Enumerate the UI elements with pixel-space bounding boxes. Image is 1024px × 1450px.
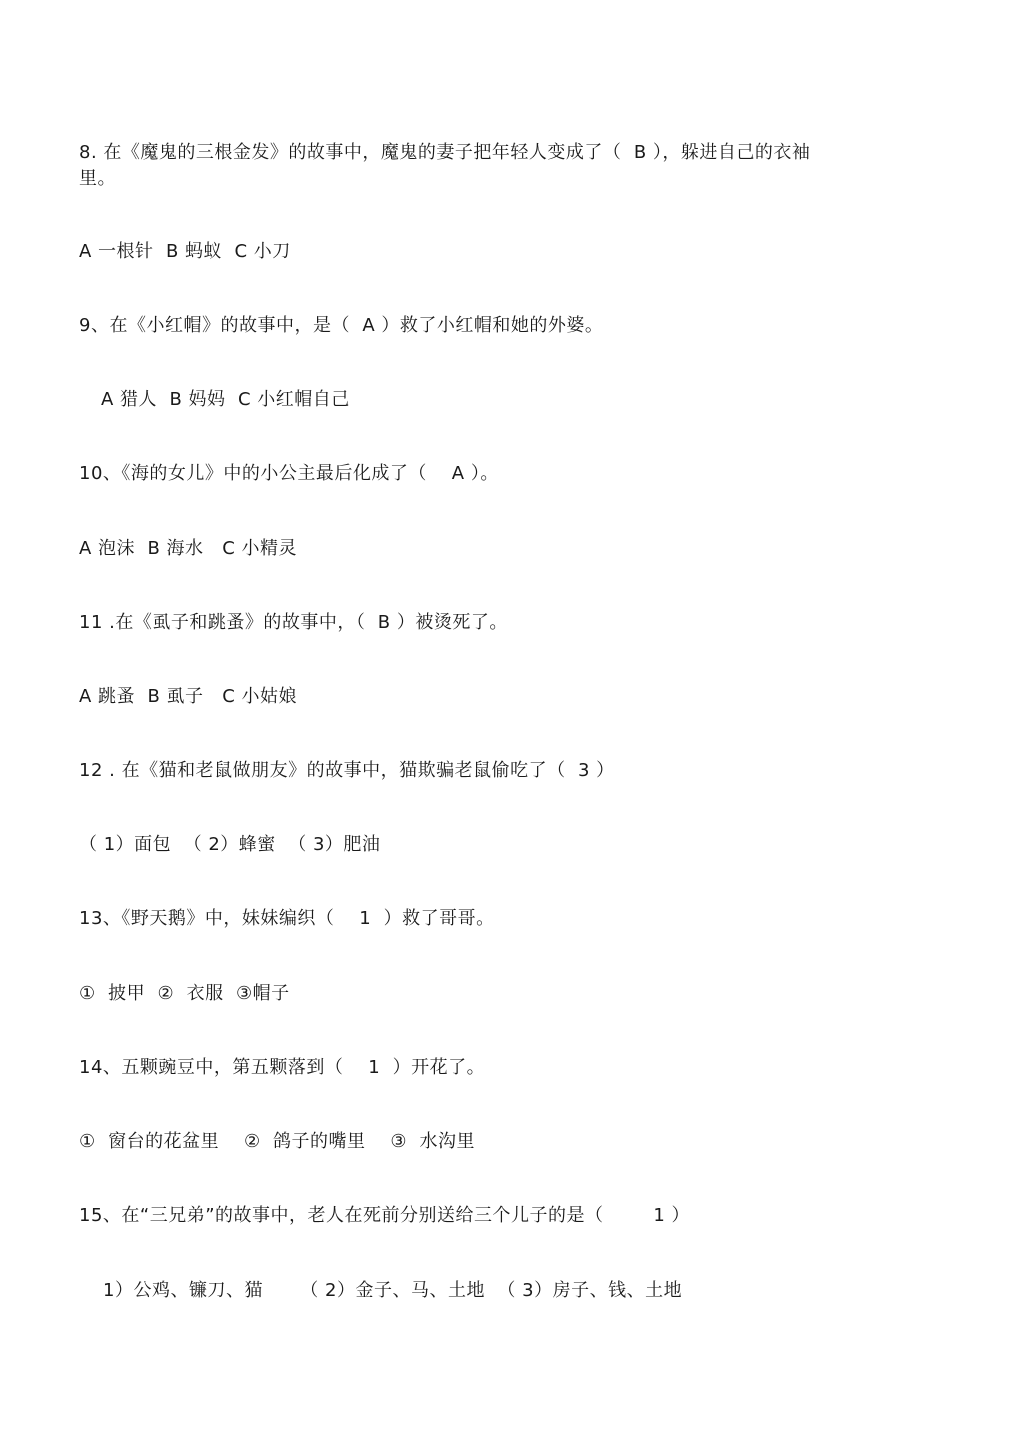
- question-8-line2: 里。: [79, 168, 116, 189]
- question-13: 13、《野天鹅》中，妹妹编织（ 1 ）救了哥哥。: [79, 908, 495, 929]
- question-14-options: ① 窗台的花盆里 ② 鸽子的嘴里 ③ 水沟里: [79, 1131, 476, 1152]
- question-12-options: （ 1）面包 （ 2）蜂蜜 （ 3）肥油: [79, 834, 381, 855]
- question-8-options: A 一根针 B 蚂蚁 C 小刀: [79, 241, 291, 262]
- question-9: 9、在《小红帽》的故事中，是（ A ）救了小红帽和她的外婆。: [79, 315, 604, 336]
- question-15-options: 1）公鸡、镰刀、猫 （ 2）金子、马、土地 （ 3）房子、钱、土地: [103, 1280, 683, 1301]
- question-10: 10、《海的女儿》中的小公主最后化成了（ A ）。: [79, 463, 499, 484]
- question-9-options: A 猎人 B 妈妈 C 小红帽自己: [101, 389, 350, 410]
- question-14: 14、五颗豌豆中，第五颗落到（ 1 ）开花了。: [79, 1057, 486, 1078]
- question-11-options: A 跳蚤 B 虱子 C 小姑娘: [79, 686, 298, 707]
- question-11: 11 .在《虱子和跳蚤》的故事中，（ B ）被烫死了。: [79, 612, 508, 633]
- question-15: 15、在“三兄弟”的故事中，老人在死前分别送给三个儿子的是（ 1 ）: [79, 1205, 690, 1226]
- question-12: 12 . 在《猫和老鼠做朋友》的故事中，猫欺骗老鼠偷吃了（ 3 ）: [79, 760, 615, 781]
- question-10-options: A 泡沫 B 海水 C 小精灵: [79, 538, 298, 559]
- question-13-options: ① 披甲 ② 衣服 ③帽子: [79, 983, 290, 1004]
- question-8-line1: 8. 在《魔鬼的三根金发》的故事中，魔鬼的妻子把年轻人变成了（ B ），躲进自己的衣袖: [79, 142, 811, 163]
